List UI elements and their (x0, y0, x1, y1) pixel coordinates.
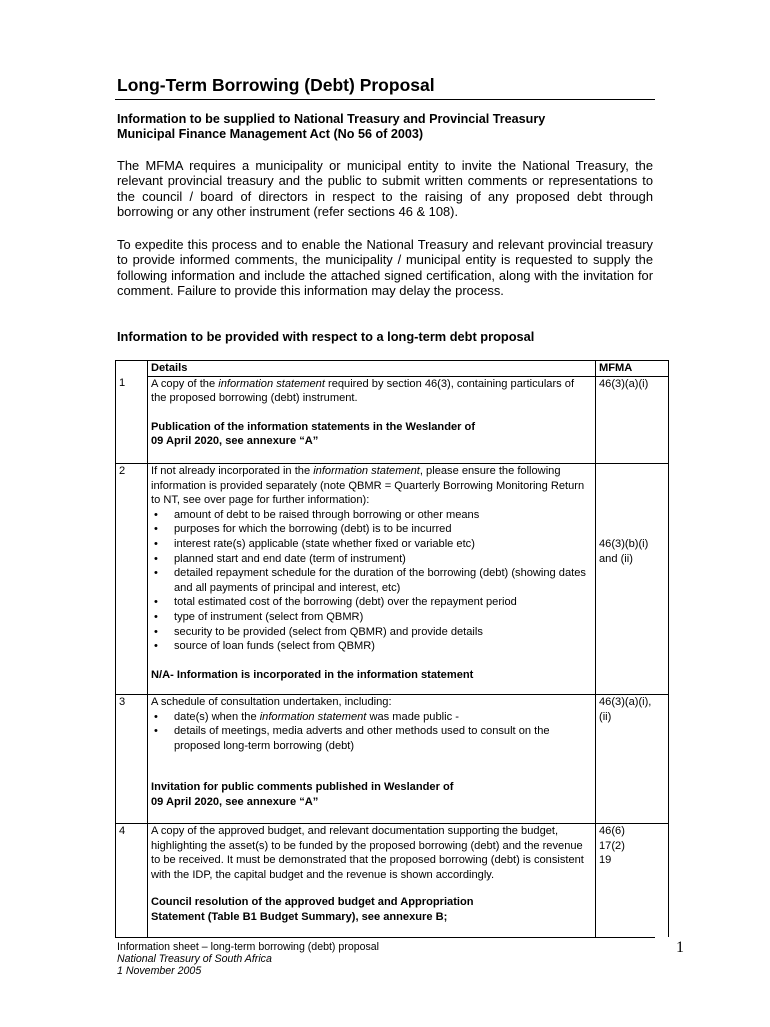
row-details (148, 464, 596, 695)
row-text: A copy of the approved budget, and relevant documentation supporting the budget, highlighting the asset(s) to be funded by the proposed borrowing (debt) and the revenue to be received. It must be demonstrated that the proposed borrowing (debt) is consistent with the IDP, the capital budget and the revenue is shown accordingly. (151, 825, 584, 881)
row-note: Publication of the information statements in the Weslander of 09 April 2020, see annexure “A” (151, 420, 476, 448)
page-bottom-area (0, 937, 770, 1027)
subtitle-line-1: Information to be supplied to National Treasury and Provincial Treasury (117, 112, 546, 126)
list-item: • planned start and end date (term of instrument) (174, 552, 592, 567)
row-mfma: 46(3)(a)(i), (ii) (596, 695, 669, 824)
row-number: 1 (116, 376, 148, 464)
row-details (148, 695, 596, 824)
subtitle-line-2: Municipal Finance Management Act (No 56 of 2003) (117, 127, 424, 141)
list-item: • total estimated cost of the borrowing (debt) over the repayment period (174, 595, 592, 610)
consultation-list (151, 710, 592, 754)
footer-title: Information sheet – long-term borrowing (debt) proposal (117, 941, 380, 953)
list-item: • interest rate(s) applicable (state whether fixed or variable etc) (174, 537, 592, 552)
expedite-paragraph: To expedite this process and to enable the National Treasury and relevant provincial treasury to provide informed comments, the municipality / municipal entity is requested to supply the following information and include the attached signed certification, along with the invitation for comment. Failure to provide this information may delay the process. (117, 237, 653, 298)
requirements-list (151, 508, 592, 654)
row-text: A copy of the information statement required by section 46(3), containing particulars of the proposed borrowing (debt) instrument. (151, 377, 575, 405)
row-mfma: 46(3)(a)(i) (596, 376, 669, 464)
title-divider (115, 99, 655, 100)
footer-organisation: National Treasury of South Africa (117, 953, 272, 965)
list-item: • detailed repayment schedule for the duration of the borrowing (debt) (showing dates and all payments of principal and interest, etc) (174, 566, 592, 595)
list-item: • type of instrument (select from QBMR) (174, 610, 592, 625)
row-details (148, 376, 596, 464)
list-item: • details of meetings, media adverts and other methods used to consult on the proposed long-term borrowing (debt) (174, 724, 592, 753)
table-row (116, 695, 669, 824)
row-number: 2 (116, 464, 148, 695)
list-item: • purposes for which the borrowing (debt) is to be incurred (174, 522, 592, 537)
list-item: • date(s) when the information statement was made public - (174, 710, 592, 725)
list-item: • amount of debt to be raised through borrowing or other means (174, 508, 592, 523)
footer-date: 1 November 2005 (117, 965, 202, 977)
table-header-row (116, 361, 669, 377)
row-mfma: 46(6) 17(2) 19 (596, 824, 669, 965)
table-row (116, 376, 669, 464)
page-title: Long-Term Borrowing (Debt) Proposal (117, 75, 435, 95)
list-item: • source of loan funds (select from QBMR) (174, 639, 592, 654)
row-mfma: 46(3)(b)(i) and (ii) (596, 464, 669, 695)
header-details: Details (148, 361, 596, 377)
row-text: A schedule of consultation undertaken, including: (151, 696, 392, 709)
row-note: Invitation for public comments published in Weslander of 09 April 2020, see annexure “A” (151, 781, 454, 809)
header-mfma: MFMA (596, 361, 669, 377)
row-text: If not already incorporated in the information statement, please ensure the following information is provided separately (note QBMR = Quarterly Borrowing Monitoring Return to NT, see over page for further information): (151, 465, 585, 507)
page-number: 1 (676, 939, 684, 956)
intro-paragraph: The MFMA requires a municipality or municipal entity to invite the National Treasury, the relevant provincial treasury and the public to submit written comments or representations to the council / board of directors in respect to the raising of any proposed debt through borrowing or any other instrument (refer sections 46 & 108). (117, 158, 653, 219)
row-note: Council resolution of the approved budget and Appropriation Statement (Table B1 Budget Summary), see annexure B; (151, 896, 474, 924)
table-row (116, 464, 669, 695)
requirements-table (115, 360, 669, 965)
header-number-cell (116, 361, 148, 377)
footer-divider (115, 937, 655, 938)
row-number: 3 (116, 695, 148, 824)
row-note: N/A- Information is incorporated in the information statement (151, 668, 474, 681)
section-heading: Information to be provided with respect to a long-term debt proposal (117, 329, 535, 344)
row-number: 4 (116, 824, 148, 965)
list-item: • security to be provided (select from QBMR) and provide details (174, 625, 592, 640)
